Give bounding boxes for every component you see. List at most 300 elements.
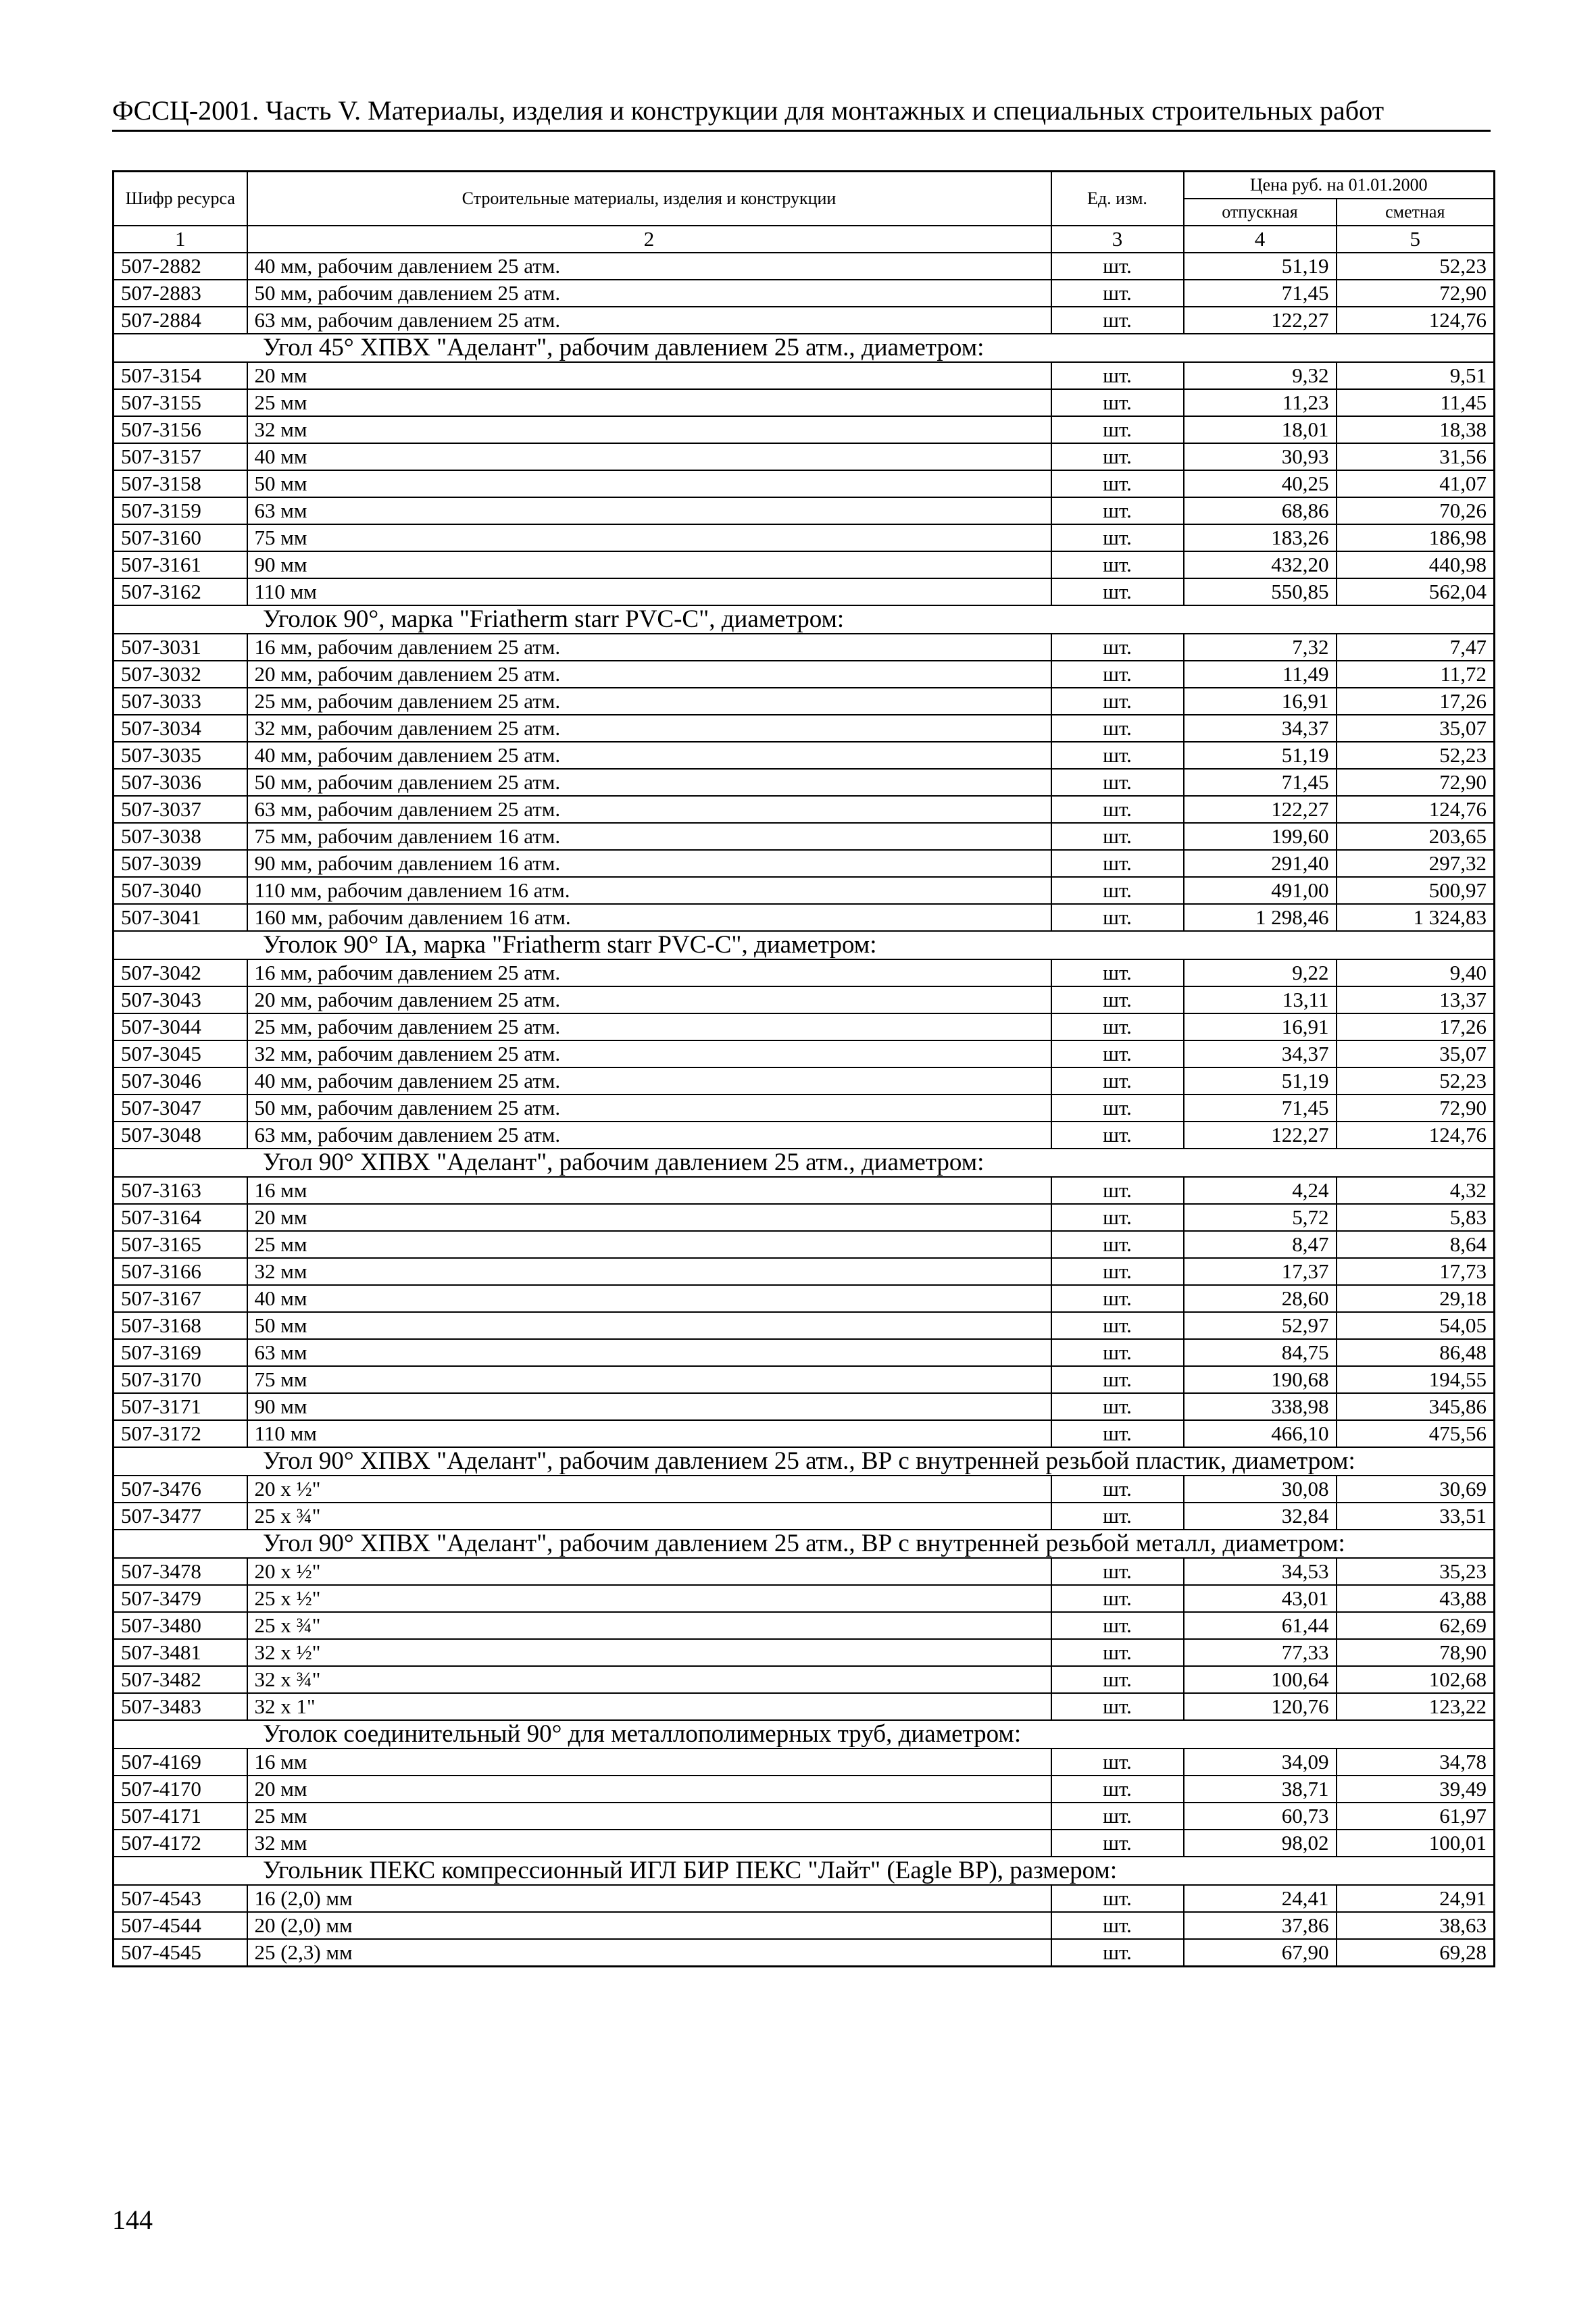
row-estimate-price: 35,23	[1337, 1558, 1495, 1585]
row-code: 507-4169	[114, 1749, 247, 1776]
row-name: 25 х ¾"	[247, 1612, 1051, 1639]
row-release-price: 34,53	[1184, 1558, 1337, 1585]
table-row	[114, 877, 1495, 904]
table-row	[114, 1693, 1495, 1720]
row-name: 32 мм, рабочим давлением 25 атм.	[247, 1040, 1051, 1067]
row-estimate-price: 562,04	[1337, 578, 1495, 605]
row-estimate-price: 123,22	[1337, 1693, 1495, 1720]
row-unit: шт.	[1051, 715, 1184, 742]
section-title-row	[114, 1530, 1495, 1558]
row-estimate-price: 39,49	[1337, 1776, 1495, 1803]
row-estimate-price: 7,47	[1337, 634, 1495, 661]
table-row	[114, 416, 1495, 443]
row-release-price: 77,33	[1184, 1639, 1337, 1666]
row-estimate-price: 9,40	[1337, 959, 1495, 986]
row-estimate-price: 124,76	[1337, 307, 1495, 334]
table-row	[114, 1177, 1495, 1204]
table-row	[114, 1558, 1495, 1585]
row-name: 75 мм, рабочим давлением 16 атм.	[247, 823, 1051, 850]
row-name: 63 мм, рабочим давлением 25 атм.	[247, 307, 1051, 334]
row-estimate-price: 31,56	[1337, 443, 1495, 470]
row-release-price: 16,91	[1184, 688, 1337, 715]
header-unit: Ед. изм.	[1051, 172, 1184, 226]
row-estimate-price: 1 324,83	[1337, 904, 1495, 931]
row-release-price: 5,72	[1184, 1204, 1337, 1231]
row-unit: шт.	[1051, 1013, 1184, 1040]
column-number-row	[114, 226, 1495, 253]
table-row	[114, 1939, 1495, 1967]
row-release-price: 28,60	[1184, 1285, 1337, 1312]
row-estimate-price: 17,26	[1337, 688, 1495, 715]
row-code: 507-3162	[114, 578, 247, 605]
row-estimate-price: 100,01	[1337, 1830, 1495, 1857]
row-estimate-price: 38,63	[1337, 1912, 1495, 1939]
row-release-price: 30,93	[1184, 443, 1337, 470]
row-release-price: 37,86	[1184, 1912, 1337, 1939]
row-unit: шт.	[1051, 1885, 1184, 1912]
row-release-price: 60,73	[1184, 1803, 1337, 1830]
row-release-price: 68,86	[1184, 497, 1337, 524]
row-release-price: 51,19	[1184, 253, 1337, 280]
row-release-price: 67,90	[1184, 1939, 1337, 1967]
table-row	[114, 470, 1495, 497]
row-code: 507-2884	[114, 307, 247, 334]
row-name: 25 мм	[247, 1803, 1051, 1830]
row-unit: шт.	[1051, 1612, 1184, 1639]
row-estimate-price: 475,56	[1337, 1420, 1495, 1447]
row-name: 16 мм	[247, 1177, 1051, 1204]
row-unit: шт.	[1051, 1912, 1184, 1939]
table-row	[114, 1312, 1495, 1339]
section-title: Уголок соединительный 90° для металлополимерных труб, диаметром:	[114, 1720, 1495, 1749]
price-table	[112, 170, 1495, 1967]
table-row	[114, 1803, 1495, 1830]
row-name: 40 мм, рабочим давлением 25 атм.	[247, 1067, 1051, 1095]
section-title: Угол 90° ХПВХ "Аделант", рабочим давлением 25 атм., ВР с внутренней резьбой металл, диаметром:	[114, 1530, 1495, 1558]
table-row	[114, 904, 1495, 931]
column-number: 2	[247, 226, 1051, 253]
row-estimate-price: 194,55	[1337, 1366, 1495, 1393]
table-row	[114, 715, 1495, 742]
row-name: 25 х ¾"	[247, 1503, 1051, 1530]
row-code: 507-2882	[114, 253, 247, 280]
row-release-price: 122,27	[1184, 1122, 1337, 1149]
row-code: 507-3168	[114, 1312, 247, 1339]
row-unit: шт.	[1051, 280, 1184, 307]
row-code: 507-3042	[114, 959, 247, 986]
row-name: 90 мм	[247, 551, 1051, 578]
row-release-price: 466,10	[1184, 1420, 1337, 1447]
row-unit: шт.	[1051, 1666, 1184, 1693]
row-release-price: 8,47	[1184, 1231, 1337, 1258]
row-name: 63 мм	[247, 497, 1051, 524]
row-release-price: 30,08	[1184, 1476, 1337, 1503]
row-estimate-price: 54,05	[1337, 1312, 1495, 1339]
row-code: 507-3481	[114, 1639, 247, 1666]
table-row	[114, 362, 1495, 389]
row-estimate-price: 8,64	[1337, 1231, 1495, 1258]
row-code: 507-3039	[114, 850, 247, 877]
row-release-price: 550,85	[1184, 578, 1337, 605]
row-unit: шт.	[1051, 1749, 1184, 1776]
row-estimate-price: 11,72	[1337, 661, 1495, 688]
row-release-price: 291,40	[1184, 850, 1337, 877]
row-name: 32 мм, рабочим давлением 25 атм.	[247, 715, 1051, 742]
page-number: 144	[112, 2205, 153, 2235]
row-unit: шт.	[1051, 1312, 1184, 1339]
row-estimate-price: 41,07	[1337, 470, 1495, 497]
row-code: 507-3045	[114, 1040, 247, 1067]
row-code: 507-3158	[114, 470, 247, 497]
section-title: Уголок 90° IA, марка "Friatherm starr PVC-C", диаметром:	[114, 931, 1495, 959]
table-row	[114, 443, 1495, 470]
row-name: 90 мм	[247, 1393, 1051, 1420]
row-code: 507-4171	[114, 1803, 247, 1830]
section-title: Угольник ПЕКС компрессионный ИГЛ БИР ПЕКС "Лайт" (Eagle BP), размером:	[114, 1857, 1495, 1885]
row-release-price: 190,68	[1184, 1366, 1337, 1393]
row-unit: шт.	[1051, 1585, 1184, 1612]
table-row	[114, 796, 1495, 823]
row-estimate-price: 52,23	[1337, 742, 1495, 769]
row-code: 507-3476	[114, 1476, 247, 1503]
row-unit: шт.	[1051, 959, 1184, 986]
row-name: 50 мм, рабочим давлением 25 атм.	[247, 280, 1051, 307]
row-release-price: 16,91	[1184, 1013, 1337, 1040]
row-release-price: 71,45	[1184, 280, 1337, 307]
table-row	[114, 307, 1495, 334]
table-row	[114, 850, 1495, 877]
row-code: 507-3482	[114, 1666, 247, 1693]
row-estimate-price: 11,45	[1337, 389, 1495, 416]
table-row	[114, 1912, 1495, 1939]
row-code: 507-3164	[114, 1204, 247, 1231]
table-row	[114, 578, 1495, 605]
row-estimate-price: 203,65	[1337, 823, 1495, 850]
row-name: 50 мм, рабочим давлением 25 атм.	[247, 1095, 1051, 1122]
row-estimate-price: 61,97	[1337, 1803, 1495, 1830]
row-unit: шт.	[1051, 389, 1184, 416]
row-unit: шт.	[1051, 1503, 1184, 1530]
section-title-row	[114, 1149, 1495, 1177]
row-unit: шт.	[1051, 877, 1184, 904]
row-release-price: 122,27	[1184, 307, 1337, 334]
table-row	[114, 823, 1495, 850]
row-name: 25 (2,3) мм	[247, 1939, 1051, 1967]
row-release-price: 34,37	[1184, 715, 1337, 742]
row-code: 507-3155	[114, 389, 247, 416]
table-row	[114, 280, 1495, 307]
row-unit: шт.	[1051, 1939, 1184, 1967]
row-code: 507-3166	[114, 1258, 247, 1285]
row-release-price: 38,71	[1184, 1776, 1337, 1803]
row-unit: шт.	[1051, 986, 1184, 1013]
row-estimate-price: 33,51	[1337, 1503, 1495, 1530]
row-estimate-price: 18,38	[1337, 416, 1495, 443]
table-row	[114, 1366, 1495, 1393]
row-release-price: 34,37	[1184, 1040, 1337, 1067]
row-unit: шт.	[1051, 688, 1184, 715]
table-row	[114, 1095, 1495, 1122]
row-unit: шт.	[1051, 1231, 1184, 1258]
row-unit: шт.	[1051, 1776, 1184, 1803]
row-code: 507-2883	[114, 280, 247, 307]
table-header	[114, 172, 1495, 253]
header-name: Строительные материалы, изделия и конструкции	[247, 172, 1051, 226]
section-title-row	[114, 605, 1495, 634]
row-unit: шт.	[1051, 1830, 1184, 1857]
row-code: 507-4545	[114, 1939, 247, 1967]
header-estimate-price: сметная	[1337, 199, 1495, 226]
header-price: Цена руб. на 01.01.2000	[1184, 172, 1495, 199]
table-row	[114, 1231, 1495, 1258]
row-estimate-price: 124,76	[1337, 796, 1495, 823]
row-code: 507-3172	[114, 1420, 247, 1447]
table-row	[114, 253, 1495, 280]
row-release-price: 71,45	[1184, 1095, 1337, 1122]
row-unit: шт.	[1051, 1258, 1184, 1285]
table-row	[114, 769, 1495, 796]
section-title-row	[114, 1857, 1495, 1885]
row-code: 507-3169	[114, 1339, 247, 1366]
row-release-price: 84,75	[1184, 1339, 1337, 1366]
row-release-price: 32,84	[1184, 1503, 1337, 1530]
row-code: 507-3031	[114, 634, 247, 661]
row-release-price: 61,44	[1184, 1612, 1337, 1639]
row-release-price: 52,97	[1184, 1312, 1337, 1339]
table-row	[114, 1885, 1495, 1912]
row-name: 25 мм, рабочим давлением 25 атм.	[247, 1013, 1051, 1040]
section-title: Уголок 90°, марка "Friatherm starr PVC-C", диаметром:	[114, 605, 1495, 634]
row-release-price: 11,49	[1184, 661, 1337, 688]
row-unit: шт.	[1051, 307, 1184, 334]
row-code: 507-3043	[114, 986, 247, 1013]
row-unit: шт.	[1051, 1693, 1184, 1720]
row-estimate-price: 500,97	[1337, 877, 1495, 904]
row-estimate-price: 35,07	[1337, 715, 1495, 742]
row-release-price: 1 298,46	[1184, 904, 1337, 931]
row-estimate-price: 69,28	[1337, 1939, 1495, 1967]
row-unit: шт.	[1051, 362, 1184, 389]
row-name: 25 х ½"	[247, 1585, 1051, 1612]
row-release-price: 491,00	[1184, 877, 1337, 904]
row-unit: шт.	[1051, 497, 1184, 524]
row-name: 32 х ½"	[247, 1639, 1051, 1666]
row-unit: шт.	[1051, 1393, 1184, 1420]
row-estimate-price: 86,48	[1337, 1339, 1495, 1366]
row-code: 507-3033	[114, 688, 247, 715]
row-unit: шт.	[1051, 742, 1184, 769]
table-row	[114, 634, 1495, 661]
row-release-price: 199,60	[1184, 823, 1337, 850]
table-row	[114, 959, 1495, 986]
row-code: 507-3483	[114, 1693, 247, 1720]
row-name: 40 мм	[247, 443, 1051, 470]
row-name: 75 мм	[247, 1366, 1051, 1393]
row-estimate-price: 72,90	[1337, 280, 1495, 307]
row-estimate-price: 17,73	[1337, 1258, 1495, 1285]
row-unit: шт.	[1051, 1204, 1184, 1231]
row-release-price: 34,09	[1184, 1749, 1337, 1776]
section-title-row	[114, 1720, 1495, 1749]
row-unit: шт.	[1051, 551, 1184, 578]
page-header: ФССЦ-2001. Часть V. Материалы, изделия и конструкции для монтажных и специальных строительных работ	[112, 95, 1491, 132]
row-name: 32 мм	[247, 1258, 1051, 1285]
row-unit: шт.	[1051, 443, 1184, 470]
row-name: 160 мм, рабочим давлением 16 атм.	[247, 904, 1051, 931]
column-number: 3	[1051, 226, 1184, 253]
row-estimate-price: 13,37	[1337, 986, 1495, 1013]
row-name: 40 мм, рабочим давлением 25 атм.	[247, 253, 1051, 280]
row-release-price: 71,45	[1184, 769, 1337, 796]
row-name: 50 мм	[247, 1312, 1051, 1339]
row-code: 507-3161	[114, 551, 247, 578]
row-code: 507-3163	[114, 1177, 247, 1204]
row-name: 25 мм, рабочим давлением 25 атм.	[247, 688, 1051, 715]
row-release-price: 18,01	[1184, 416, 1337, 443]
row-unit: шт.	[1051, 634, 1184, 661]
row-name: 20 мм, рабочим давлением 25 атм.	[247, 661, 1051, 688]
header-code: Шифр ресурса	[114, 172, 247, 226]
row-name: 32 мм	[247, 416, 1051, 443]
row-name: 20 х ½"	[247, 1476, 1051, 1503]
row-name: 32 мм	[247, 1830, 1051, 1857]
row-release-price: 13,11	[1184, 986, 1337, 1013]
table-row	[114, 1476, 1495, 1503]
row-code: 507-3036	[114, 769, 247, 796]
table-row	[114, 1420, 1495, 1447]
row-release-price: 17,37	[1184, 1258, 1337, 1285]
row-code: 507-3034	[114, 715, 247, 742]
table-row	[114, 1639, 1495, 1666]
row-code: 507-3480	[114, 1612, 247, 1639]
row-unit: шт.	[1051, 1040, 1184, 1067]
section-title-row	[114, 334, 1495, 362]
row-unit: шт.	[1051, 1639, 1184, 1666]
row-unit: шт.	[1051, 578, 1184, 605]
row-release-price: 100,64	[1184, 1666, 1337, 1693]
row-estimate-price: 29,18	[1337, 1285, 1495, 1312]
section-title-row	[114, 931, 1495, 959]
row-release-price: 51,19	[1184, 742, 1337, 769]
row-name: 40 мм, рабочим давлением 25 атм.	[247, 742, 1051, 769]
row-code: 507-3478	[114, 1558, 247, 1585]
table-row	[114, 986, 1495, 1013]
table-body	[114, 253, 1495, 1967]
row-name: 16 мм	[247, 1749, 1051, 1776]
row-unit: шт.	[1051, 1339, 1184, 1366]
table-row	[114, 1339, 1495, 1366]
table-row	[114, 1393, 1495, 1420]
table-row	[114, 1258, 1495, 1285]
row-code: 507-3032	[114, 661, 247, 688]
row-name: 16 мм, рабочим давлением 25 атм.	[247, 634, 1051, 661]
row-unit: шт.	[1051, 904, 1184, 931]
table-row	[114, 1503, 1495, 1530]
table-row	[114, 551, 1495, 578]
row-unit: шт.	[1051, 416, 1184, 443]
row-release-price: 9,22	[1184, 959, 1337, 986]
row-estimate-price: 52,23	[1337, 253, 1495, 280]
row-unit: шт.	[1051, 823, 1184, 850]
table-row	[114, 1666, 1495, 1693]
row-name: 75 мм	[247, 524, 1051, 551]
row-release-price: 43,01	[1184, 1585, 1337, 1612]
column-number: 1	[114, 226, 247, 253]
row-name: 63 мм, рабочим давлением 25 атм.	[247, 1122, 1051, 1149]
row-name: 20 мм	[247, 1204, 1051, 1231]
row-code: 507-3156	[114, 416, 247, 443]
section-title: Угол 90° ХПВХ "Аделант", рабочим давлением 25 атм., ВР с внутренней резьбой пластик, диаметром:	[114, 1447, 1495, 1476]
row-estimate-price: 102,68	[1337, 1666, 1495, 1693]
row-name: 32 х ¾"	[247, 1666, 1051, 1693]
row-name: 110 мм	[247, 1420, 1051, 1447]
row-name: 20 мм, рабочим давлением 25 атм.	[247, 986, 1051, 1013]
row-name: 20 мм	[247, 1776, 1051, 1803]
row-unit: шт.	[1051, 253, 1184, 280]
row-code: 507-3038	[114, 823, 247, 850]
row-name: 25 мм	[247, 1231, 1051, 1258]
row-unit: шт.	[1051, 1067, 1184, 1095]
row-estimate-price: 78,90	[1337, 1639, 1495, 1666]
table-row	[114, 1013, 1495, 1040]
row-release-price: 98,02	[1184, 1830, 1337, 1857]
table-row	[114, 1067, 1495, 1095]
section-title: Угол 90° ХПВХ "Аделант", рабочим давлением 25 атм., диаметром:	[114, 1149, 1495, 1177]
row-name: 20 х ½"	[247, 1558, 1051, 1585]
row-code: 507-3035	[114, 742, 247, 769]
row-name: 40 мм	[247, 1285, 1051, 1312]
row-code: 507-3477	[114, 1503, 247, 1530]
table-row	[114, 1285, 1495, 1312]
row-estimate-price: 70,26	[1337, 497, 1495, 524]
row-code: 507-4544	[114, 1912, 247, 1939]
row-code: 507-3157	[114, 443, 247, 470]
row-estimate-price: 34,78	[1337, 1749, 1495, 1776]
row-unit: шт.	[1051, 850, 1184, 877]
row-code: 507-3165	[114, 1231, 247, 1258]
row-name: 110 мм	[247, 578, 1051, 605]
row-name: 16 (2,0) мм	[247, 1885, 1051, 1912]
row-name: 20 мм	[247, 362, 1051, 389]
row-estimate-price: 72,90	[1337, 769, 1495, 796]
row-code: 507-3040	[114, 877, 247, 904]
row-code: 507-4172	[114, 1830, 247, 1857]
row-name: 50 мм, рабочим давлением 25 атм.	[247, 769, 1051, 796]
row-release-price: 51,19	[1184, 1067, 1337, 1095]
table-row	[114, 742, 1495, 769]
row-name: 20 (2,0) мм	[247, 1912, 1051, 1939]
row-estimate-price: 72,90	[1337, 1095, 1495, 1122]
row-name: 110 мм, рабочим давлением 16 атм.	[247, 877, 1051, 904]
row-estimate-price: 24,91	[1337, 1885, 1495, 1912]
row-estimate-price: 9,51	[1337, 362, 1495, 389]
row-release-price: 183,26	[1184, 524, 1337, 551]
row-release-price: 7,32	[1184, 634, 1337, 661]
row-estimate-price: 297,32	[1337, 850, 1495, 877]
table-row	[114, 1776, 1495, 1803]
row-code: 507-3037	[114, 796, 247, 823]
table-row	[114, 389, 1495, 416]
table-row	[114, 1040, 1495, 1067]
header-release-price: отпускная	[1184, 199, 1337, 226]
row-unit: шт.	[1051, 470, 1184, 497]
row-code: 507-3048	[114, 1122, 247, 1149]
row-estimate-price: 440,98	[1337, 551, 1495, 578]
row-name: 63 мм	[247, 1339, 1051, 1366]
table-row	[114, 1612, 1495, 1639]
column-number: 4	[1184, 226, 1337, 253]
row-estimate-price: 345,86	[1337, 1393, 1495, 1420]
